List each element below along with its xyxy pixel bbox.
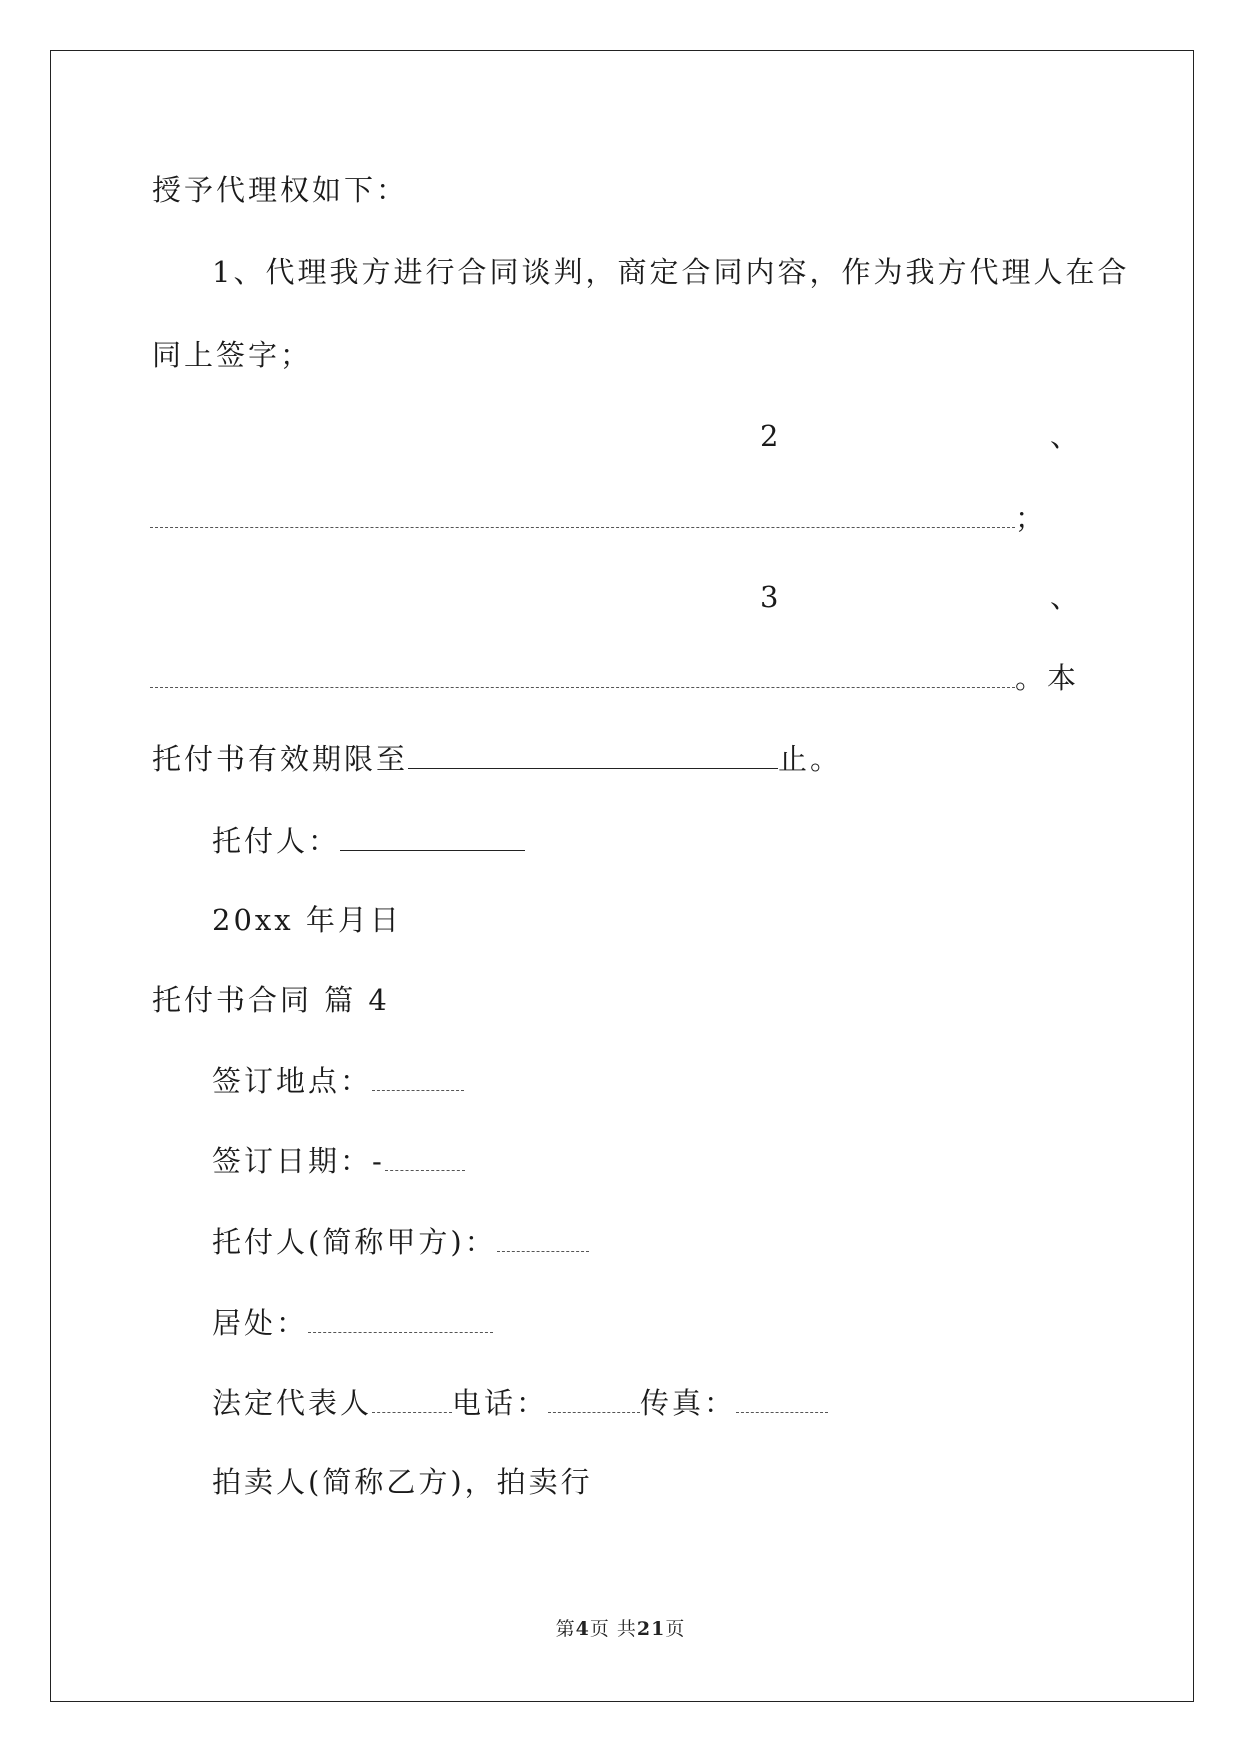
item-1-text: 1、代理我方进行合同谈判，商定合同内容，作为我方代理人在合	[212, 255, 1130, 289]
party-a-label: 托付人(简称甲方)：	[212, 1225, 497, 1259]
address-blank[interactable]	[308, 1306, 493, 1333]
address-label: 居处：	[212, 1306, 309, 1340]
date-text: 20xx 年月日	[212, 903, 402, 937]
fax-label: 传真：	[640, 1386, 737, 1420]
party-b-line	[212, 1464, 593, 1500]
item-1-cont: 同上签字；	[152, 338, 313, 372]
text-line-1	[152, 172, 408, 208]
rep-line	[212, 1385, 828, 1421]
grant-heading: 授予代理权如下：	[152, 173, 409, 207]
item-2-blank[interactable]	[150, 501, 1015, 528]
validity-label: 托付书有效期限至	[152, 742, 409, 776]
item-3-blank-line	[150, 660, 1079, 696]
sign-date-blank[interactable]	[385, 1144, 465, 1171]
sign-date-label: 签订日期：-	[212, 1144, 385, 1178]
rep-label: 法定代表人	[212, 1386, 373, 1420]
party-a-line	[212, 1224, 589, 1260]
party-b-text: 拍卖人(简称乙方)，拍卖行	[212, 1465, 593, 1499]
text-line-3	[152, 337, 312, 373]
item-2-mark: 、	[1050, 419, 1083, 453]
contract-title: 托付书合同 篇 4	[152, 983, 390, 1017]
page-border	[50, 50, 1194, 1702]
page-number: 4	[575, 1618, 590, 1640]
rep-blank[interactable]	[372, 1386, 452, 1413]
page-total: 21	[636, 1618, 666, 1640]
phone-blank[interactable]	[548, 1386, 640, 1413]
page-footer: 第4页 共21页	[555, 1618, 686, 1640]
sign-place-line	[212, 1063, 464, 1099]
fax-blank[interactable]	[736, 1386, 828, 1413]
item-2-number: 2	[760, 419, 782, 453]
item-2-blank-line	[150, 500, 1047, 536]
date-line	[212, 902, 402, 938]
section-heading	[152, 982, 390, 1018]
principal-label: 托付人：	[212, 824, 341, 858]
item-3-number: 3	[760, 580, 782, 614]
principal-line	[212, 823, 525, 859]
address-line	[212, 1305, 493, 1341]
item-3-mark: 、	[1050, 580, 1083, 614]
sign-place-label: 签订地点：	[212, 1064, 373, 1098]
validity-end: 止。	[778, 742, 843, 776]
principal-blank[interactable]	[340, 824, 525, 851]
validity-line	[152, 741, 842, 777]
sign-date-line	[212, 1143, 465, 1179]
party-a-blank[interactable]	[497, 1225, 589, 1252]
phone-label: 电话：	[452, 1386, 549, 1420]
sign-place-blank[interactable]	[372, 1064, 464, 1091]
item-2-end: ；	[1015, 501, 1048, 535]
item-3-blank[interactable]	[150, 661, 1015, 688]
item-3-end: 。本	[1015, 661, 1080, 695]
text-line-2	[212, 254, 1129, 290]
validity-blank[interactable]	[408, 742, 778, 769]
